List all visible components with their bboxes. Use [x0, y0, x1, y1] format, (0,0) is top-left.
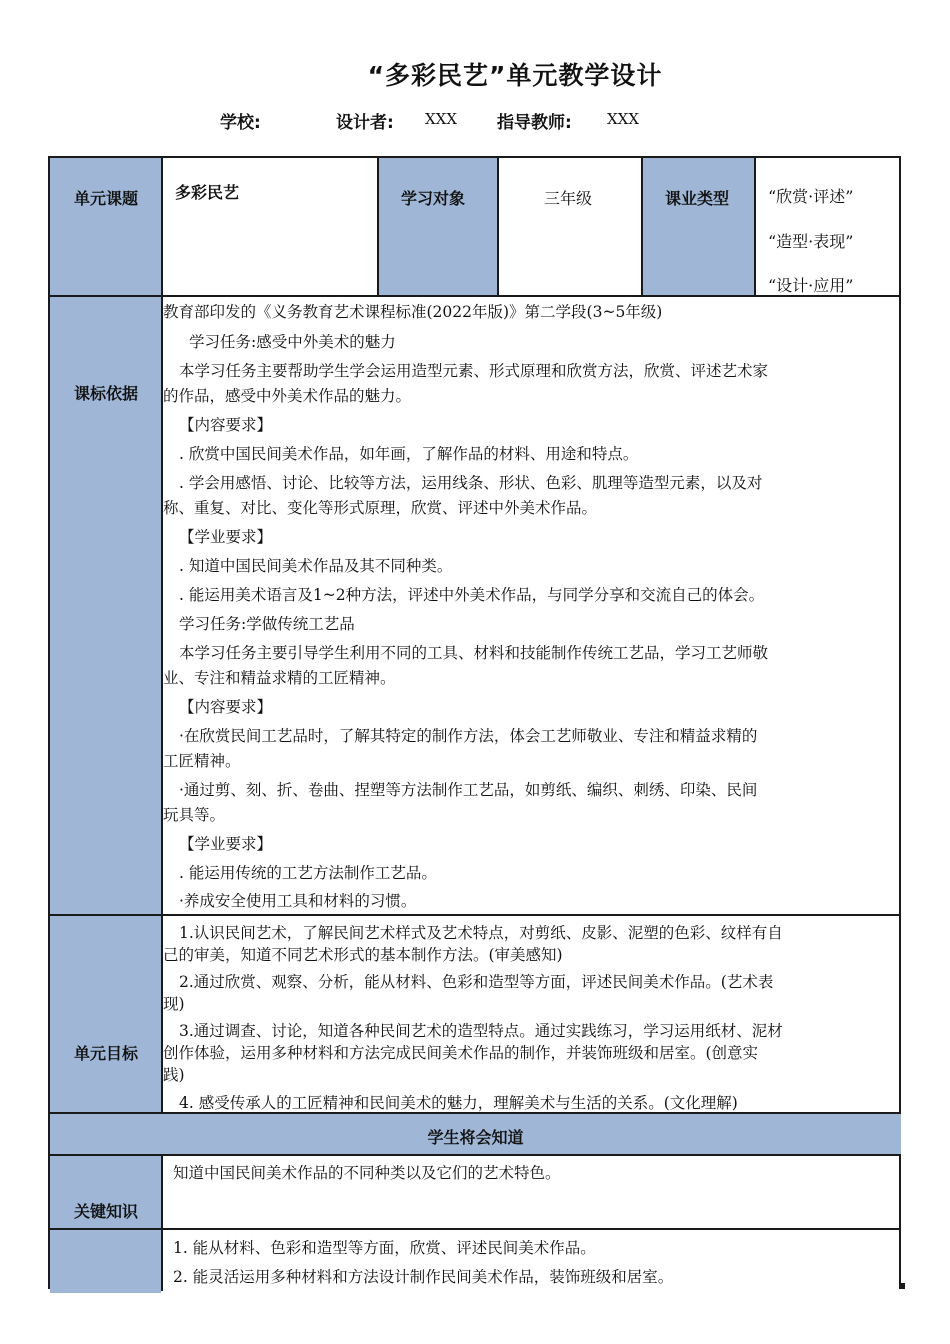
document-title: “多彩民艺”单元教学设计	[367, 61, 663, 90]
course-type-3: “设计·应用”	[768, 276, 854, 295]
design-table: 单元课题 多彩民艺 学习对象 三年级 课业类型 “欣赏·评述” “造型·表现” “设计·应用” 课标依据 单元目标 学生将会知道 关键知识 教育部印发的《义务教育艺术课程标准(2022年版)》第二学段(3~5年级) 学习任务:感受中外美术的魅力 本学习任务主要帮助学生学会运用造型元素、形式原理和欣赏方法，欣赏、评述艺术家 的作品，感受中外美术作品的魅力。 【内容要求】 . 欣赏中国民间美术作品，如年画，了解作品的材料、用途和特点。 . 学会用感悟、讨论、比较等方法，运用线条、形状、色彩、肌理等造型元素，以及对 称、重复、对比、变化等形式原理，欣赏、评述中外美术作品。 【学业要求】 . 知道中国民间美术作品及其不同种类。 . 能运用美术语言及1~2种方法，评述中外美术作品，与同学分享和交流自己的体会。 学习任务:学做传统工艺品 本学习任务主要引导学生利用不同的工具、材料和技能制作传统工艺品，学习工艺师敬 业、专注和精益求精的工匠精神。 【内容要求】 ·在欣赏民间工艺品时，了解其特定的制作方法，体会工艺师敬业、专注和精益求精的 工匠精神。 ·通过剪、刻、折、卷曲、捏塑等方法制作工艺品，如剪纸、编织、刺绣、印染、民间 玩具等。 【学业要求】 . 能运用传统的工艺方法制作工艺品。 ·养成安全使用工具和材料的习惯。 1.认识民间艺术，了解民间艺术样式及艺术特点，对剪纸、皮影、泥塑的色彩、纹样有自 己的审美，知道不同艺术形式的基本制作方法。(审美感知) 2.通过欣赏、观察、分析，能从材料、色彩和造型等方面，评述民间美术作品。(艺术表 现) 3.通过调查、讨论，知道各种民间艺术的造型特点。通过实践练习，学习运用纸材、泥材 创作体验，运用多种材料和方法完成民间美术作品的制作，并装饰班级和居室。(创意实 践) 4. 感受传承人的工匠精神和民间美术的魅力，理解美术与生活的关系。(文化理解) 知道中国民间美术作品的不同种类以及它们的艺术特色。 1. 能从材料、色彩和造型等方面，欣赏、评述民间美术作品。 2. 能灵活运用多种材料和方法设计制作民间美术作品，装饰班级和居室。	[48, 156, 901, 1289]
course-type-2: “造型·表现”	[768, 232, 854, 251]
school-label: 学校:	[220, 113, 261, 133]
learning-target-value: 三年级	[544, 189, 593, 208]
designer-label: 设计者:	[336, 113, 394, 133]
know-section-header: 学生将会知道	[50, 1114, 901, 1154]
key-knowledge-header: 关键知识	[50, 1156, 161, 1228]
basis-header: 课标依据	[50, 297, 161, 914]
skills-header	[50, 1230, 161, 1293]
course-type-values	[756, 158, 901, 295]
unit-topic-value: 多彩民艺	[175, 183, 240, 202]
learning-target-header: 学习对象	[379, 158, 497, 295]
unit-topic-header: 单元课题	[50, 158, 161, 295]
key-knowledge-content: 知道中国民间美术作品的不同种类以及它们的艺术特色。	[173, 1164, 561, 1182]
course-type-header: 课业类型	[643, 158, 754, 295]
advisor-label: 指导教师:	[497, 113, 572, 133]
corner-mark	[899, 1283, 905, 1289]
course-type-1: “欣赏·评述”	[768, 187, 854, 206]
goals-header: 单元目标	[50, 916, 161, 1112]
designer-value: XXX	[425, 110, 458, 128]
advisor-value: XXX	[607, 110, 640, 128]
